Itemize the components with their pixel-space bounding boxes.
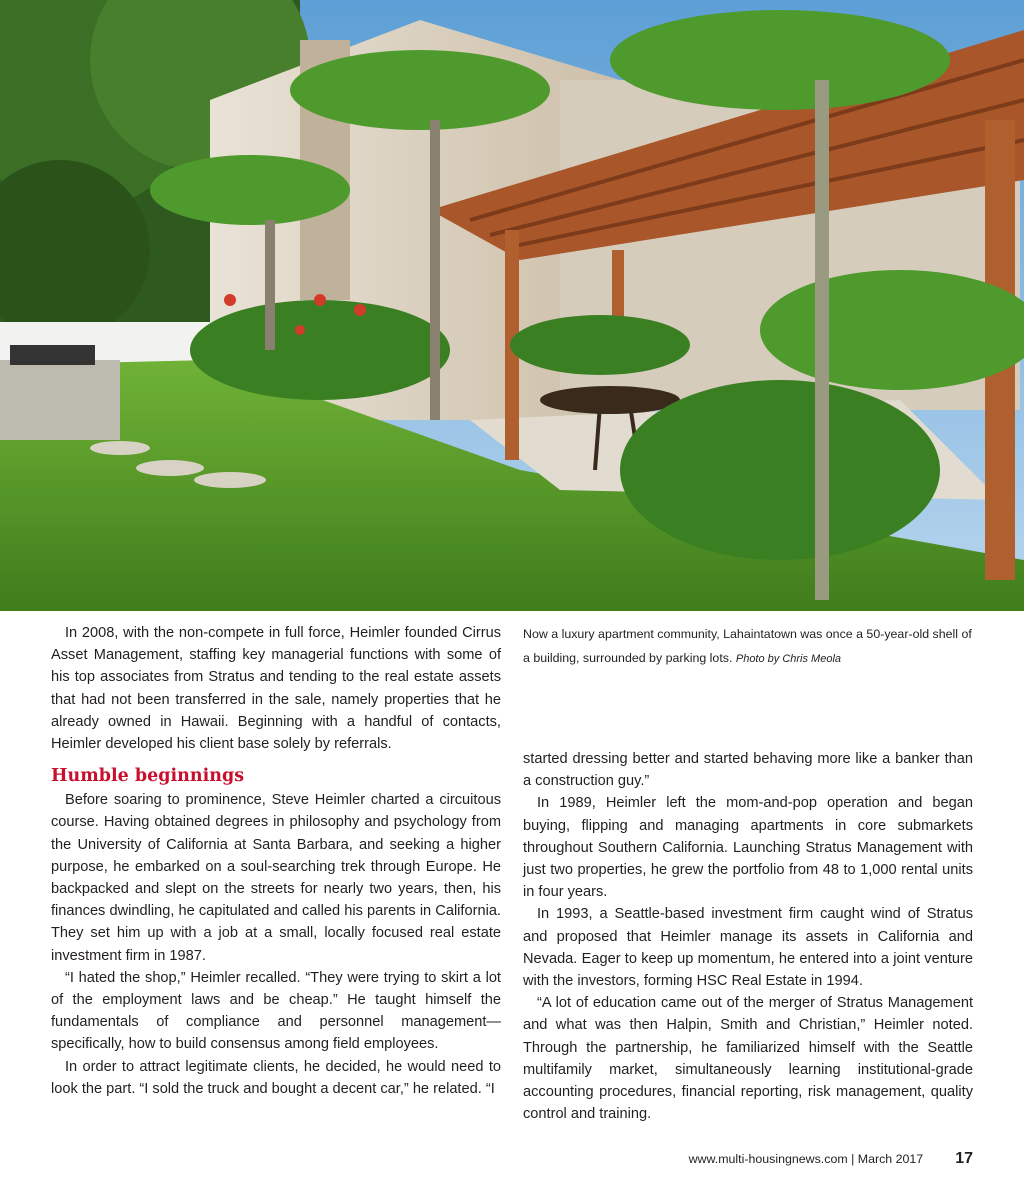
photo-caption-block [523, 622, 973, 671]
section-subhead: Humble beginnings [51, 766, 245, 787]
page-number: 17 [955, 1150, 973, 1167]
footer-url-date: www.multi-housingnews.com | March 2017 [688, 1152, 924, 1166]
right-column [523, 748, 973, 1125]
left-paragraph-1: In 2008, with the non-compete in full force, Heimler founded Cirrus Asset Management, staffing key managerial functions with some of his top associates from Stratus and tending to the real estate assets that had not been transferred in the sale, namely properties that he already owned in Hawaii. Beginning with a handful of contacts, Heimler developed his client base solely by referrals. [51, 625, 501, 753]
right-paragraph-4: “A lot of education came out of the merger of Stratus Management and what was then Halpin, Smith and Christian,” Heimler noted. Through the partnership, he familiarized himself with the Seattle multifamily market, simultaneously learning institutional-grade accounting procedures, financial reporting, risk management, quality control and training. [523, 995, 973, 1123]
right-paragraph-2: In 1989, Heimler left the mom-and-pop operation and began buying, flipping and managing apartments in core submarkets throughout Southern California. Launching Stratus Management with just two properties, he grew the portfolio from 48 to 1,000 rental units in four years. [523, 795, 973, 901]
left-column [51, 622, 501, 1100]
right-paragraph-3: In 1993, a Seattle-based investment firm caught wind of Stratus and proposed that Heimler manage its assets in California and Nevada. Eager to keep up momentum, he entered into a joint venture with the investors, forming HSC Real Estate in 1994. [523, 906, 973, 990]
page-footer [689, 1150, 973, 1168]
caption-text: Now a luxury apartment community, Lahaintatown was once a 50-year-old shell of a building, surrounded by parking lots. [523, 627, 972, 665]
right-paragraph-1: started dressing better and started behaving more like a banker than a construction guy.” [523, 751, 973, 790]
photo-credit: Photo by Chris Meola [735, 653, 842, 665]
left-paragraph-3: “I hated the shop,” Heimler recalled. “They were trying to skirt a lot of the employment laws and be cheap.” He taught himself the fundamentals of compliance and personnel management—specifically, how to build consensus among field employees. [51, 969, 501, 1053]
left-paragraph-2: Before soaring to prominence, Steve Heimler charted a circuitous course. Having obtained degrees in philosophy and psychology from the University of California at Santa Barbara, and seeking a higher purpose, he embarked on a soul-searching trek through Europe. He backpacked and slept on the streets for nearly two years, then, his finances dwindling, he capitulated and called his parents in California. They set him up with a job at a small, locally focused real estate investment firm in 1987. [51, 792, 501, 964]
photo-caption [523, 622, 973, 671]
left-paragraph-4: In order to attract legitimate clients, he decided, he would need to look the part. “I sold the truck and bought a decent car,” he related. “I [51, 1058, 501, 1097]
